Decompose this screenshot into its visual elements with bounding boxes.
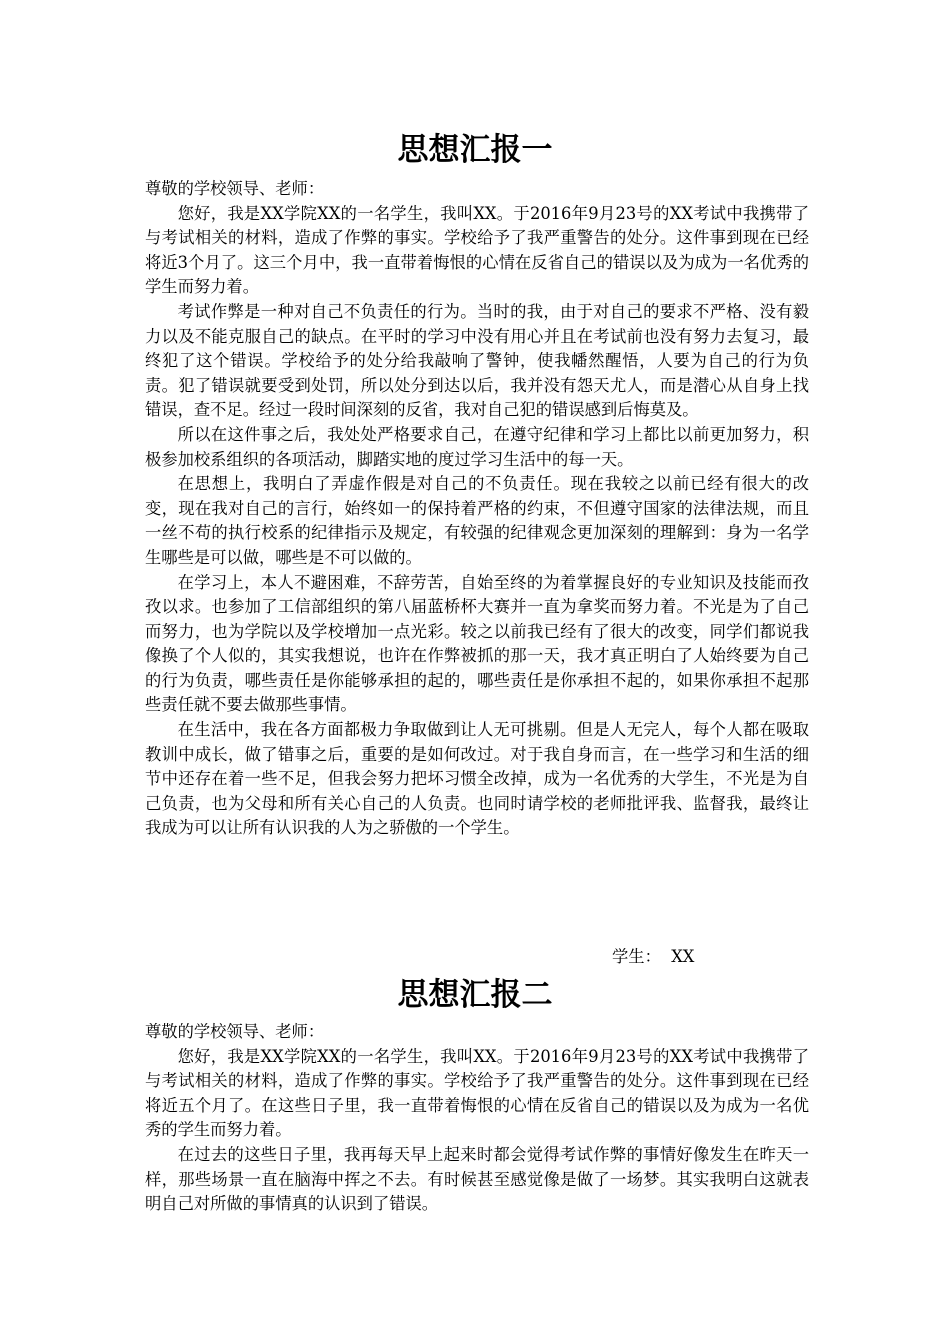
report-1-paragraph-4: 在思想上，我明白了弄虚作假是对自己的不负责任。现在我较之以前已经有很大的改变，现在我对自己的言行，始终如一的保持着严格的约束，不但遵守国家的法律法规，而且一丝不苟的执行校系的纪律指示及规定，有较强的纪律观念更加深刻的理解到：身为一名学生哪些是可以做，哪些是不可以做的。	[145, 474, 809, 567]
report-2-salutation: 尊敬的学校领导、老师：	[145, 1022, 325, 1041]
report-1-signature: 学生： XX	[612, 947, 695, 966]
report-2-title: 思想汇报二	[397, 977, 553, 1013]
report-1-salutation: 尊敬的学校领导、老师：	[145, 179, 325, 198]
report-2-body	[145, 1020, 809, 1217]
report-1-body	[145, 177, 809, 841]
report-1-paragraph-6: 在生活中，我在各方面都极力争取做到让人无可挑剔。但是人无完人，每个人都在吸取教训中成长，做了错事之后，重要的是如何改过。对于我自身而言，在一些学习和生活的细节中还存在着一些不足，但我会努力把坏习惯全改掉，成为一名优秀的大学生，不光是为自己负责，也为父母和所有关心自己的人负责。也同时请学校的老师批评我、监督我，最终让我成为可以让所有认识我的人为之骄傲的一个学生。	[145, 720, 809, 838]
report-1-paragraph-1: 您好，我是XX学院XX的一名学生，我叫XX。于2016年9月23号的XX考试中我携带了与考试相关的材料，造成了作弊的事实。学校给予了我严重警告的处分。这件事到现在已经将近3个月了。这三个月中，我一直带着悔恨的心情在反省自己的错误以及为成为一名优秀的学生而努力着。	[145, 203, 809, 297]
report-1-paragraph-5: 在学习上，本人不避困难，不辞劳苦，自始至终的为着掌握良好的专业知识及技能而孜孜以求。也参加了工信部组织的第八届蓝桥杯大赛并一直为拿奖而努力着。不光是为了自己而努力，也为学院以及学校增加一点光彩。较之以前我已经有了很大的改变，同学们都说我像换了个人似的，其实我想说，也许在作弊被抓的那一天，我才真正明白了人始终要为自己的行为负责，哪些责任是你能够承担的起的，哪些责任是你承担不起的，如果你承担不起那些责任就不要去做那些事情。	[145, 572, 809, 715]
report-1-paragraph-3: 所以在这件事之后，我处处严格要求自己，在遵守纪律和学习上都比以前更加努力，积极参加校系组织的各项活动，脚踏实地的度过学习生活中的每一天。	[145, 424, 809, 469]
report-2-paragraph-1: 您好，我是XX学院XX的一名学生，我叫XX。于2016年9月23号的XX考试中我携带了与考试相关的材料，造成了作弊的事实。学校给予了我严重警告的处分。这件事到现在已经将近五个月了。在这些日子里，我一直带着悔恨的心情在反省自己的错误以及为成为一名优秀的学生而努力着。	[145, 1046, 809, 1140]
report-1-title: 思想汇报一	[397, 132, 553, 168]
report-1-paragraph-2: 考试作弊是一种对自己不负责任的行为。当时的我，由于对自己的要求不严格、没有毅力以及不能克服自己的缺点。在平时的学习中没有用心并且在考试前也没有努力去复习，最终犯了这个错误。学校给予的处分给我敲响了警钟，使我幡然醒悟，人要为自己的行为负责。犯了错误就要受到处罚，所以处分到达以后，我并没有怨天尤人，而是潜心从自身上找错误，查不足。经过一段时间深刻的反省，我对自己犯的错误感到后悔莫及。	[145, 301, 809, 420]
report-2-paragraph-2: 在过去的这些日子里，我再每天早上起来时都会觉得考试作弊的事情好像发生在昨天一样，那些场景一直在脑海中挥之不去。有时候甚至感觉像是做了一场梦。其实我明白这就表明自己对所做的事情真的认识到了错误。	[145, 1144, 809, 1214]
